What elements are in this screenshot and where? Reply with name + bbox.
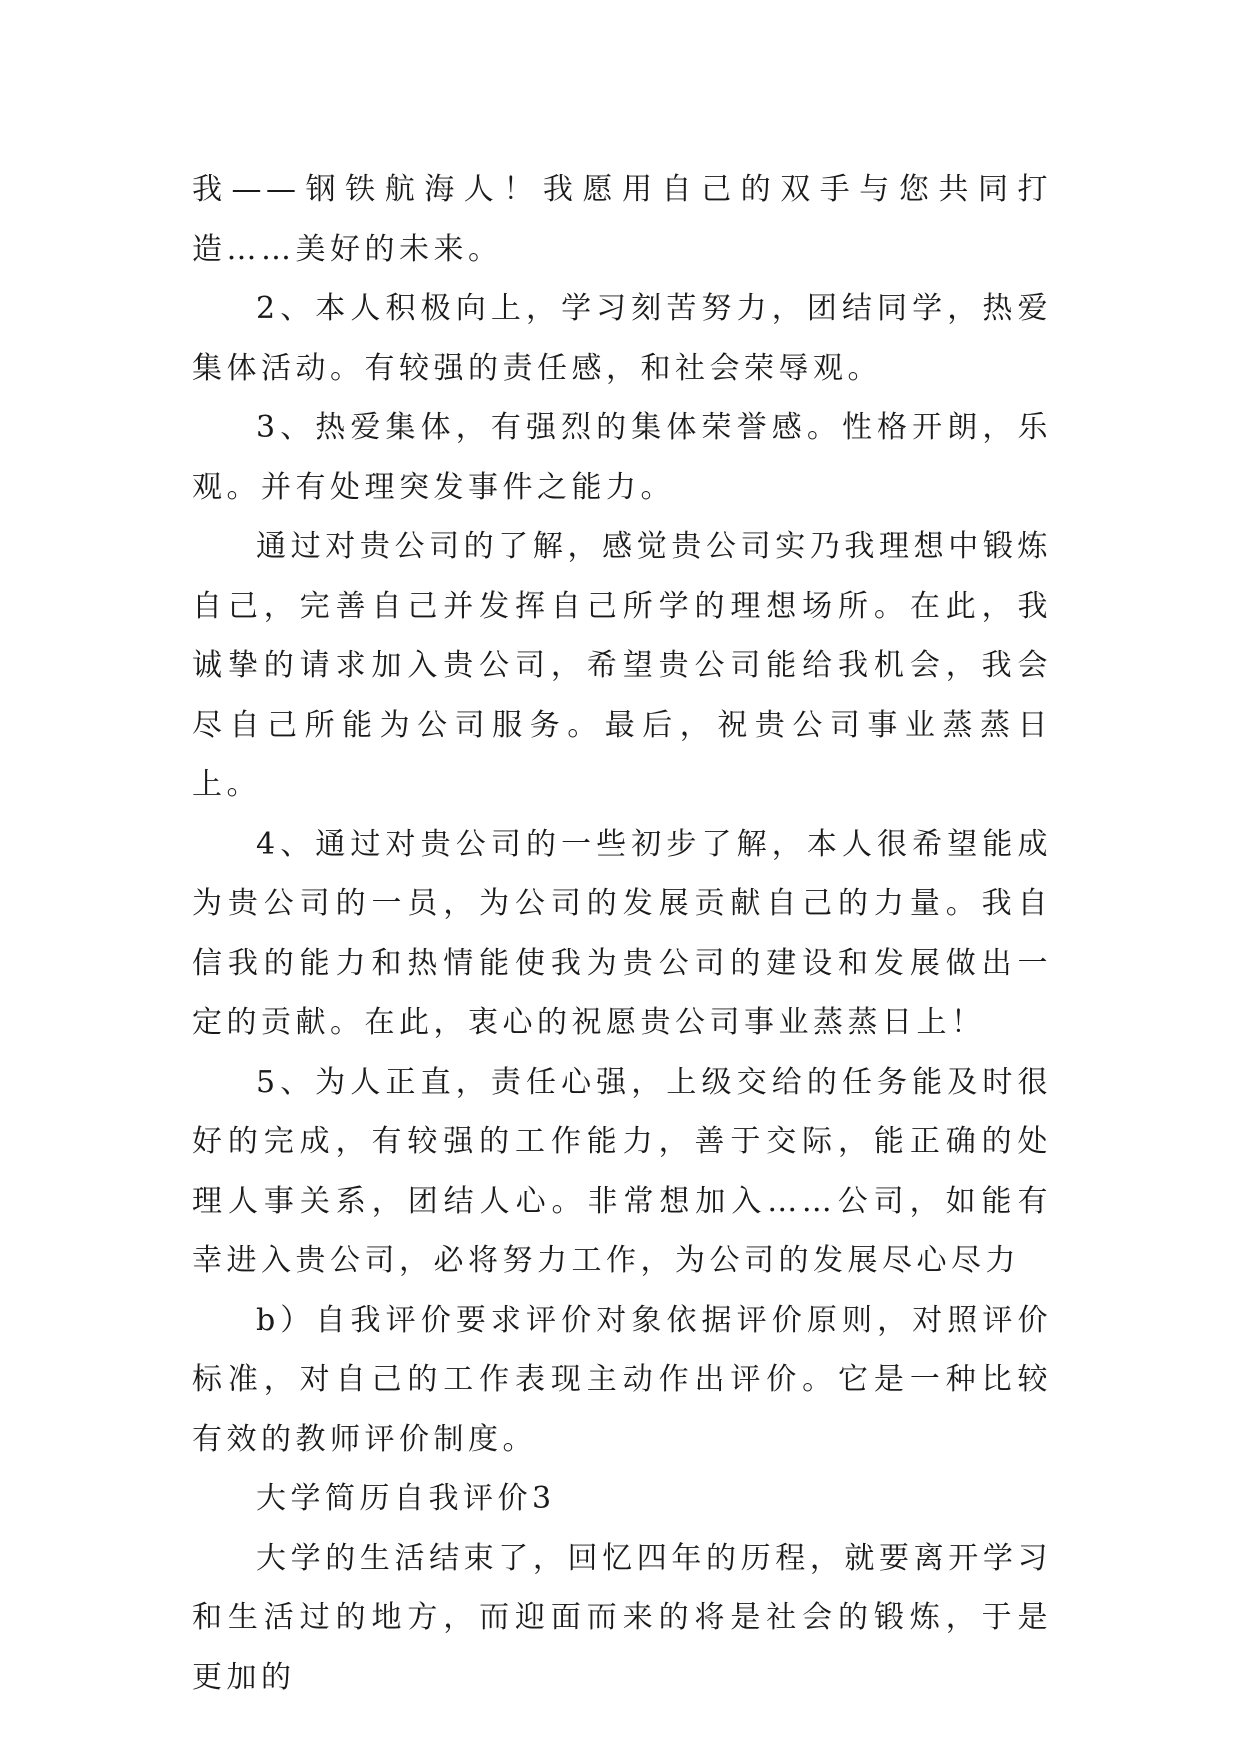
document-body (192, 160, 1052, 1707)
paragraph-7: b）自我评价要求评价对象依据评价原则，对照评价标准，对自己的工作表现主动作出评价。它是一种比较有效的教师评价制度。 (192, 1302, 1052, 1457)
paragraph-2: 2、本人积极向上，学习刻苦努力，团结同学，热爱集体活动。有较强的责任感，和社会荣辱观。 (192, 291, 1052, 386)
section-heading: 大学简历自我评价3 (256, 1481, 556, 1516)
paragraph-6: 5、为人正直，责任心强，上级交给的任务能及时很好的完成，有较强的工作能力，善于交际，能正确的处理人事关系，团结人心。非常想加入……公司，如能有幸进入贵公司，必将努力工作，为公司的发展尽心尽力 (192, 1064, 1052, 1278)
paragraph-5: 4、通过对贵公司的一些初步了解，本人很希望能成为贵公司的一员，为公司的发展贡献自己的力量。我自信我的能力和热情能使我为贵公司的建设和发展做出一定的贡献。在此，衷心的祝愿贵公司事业蒸蒸日上！ (192, 826, 1052, 1040)
paragraph-3: 3、热爱集体，有强烈的集体荣誉感。性格开朗，乐观。并有处理突发事件之能力。 (192, 410, 1052, 505)
paragraph-1: 我——钢铁航海人！我愿用自己的双手与您共同打造……美好的未来。 (192, 172, 1052, 267)
paragraph-4: 通过对贵公司的了解，感觉贵公司实乃我理想中锻炼自己，完善自己并发挥自己所学的理想场所。在此，我诚挚的请求加入贵公司，希望贵公司能给我机会，我会尽自己所能为公司服务。最后，祝贵公司事业蒸蒸日上。 (192, 529, 1052, 802)
paragraph-9: 大学的生活结束了，回忆四年的历程，就要离开学习和生活过的地方，而迎面而来的将是社会的锻炼，于是更加的 (192, 1540, 1052, 1695)
